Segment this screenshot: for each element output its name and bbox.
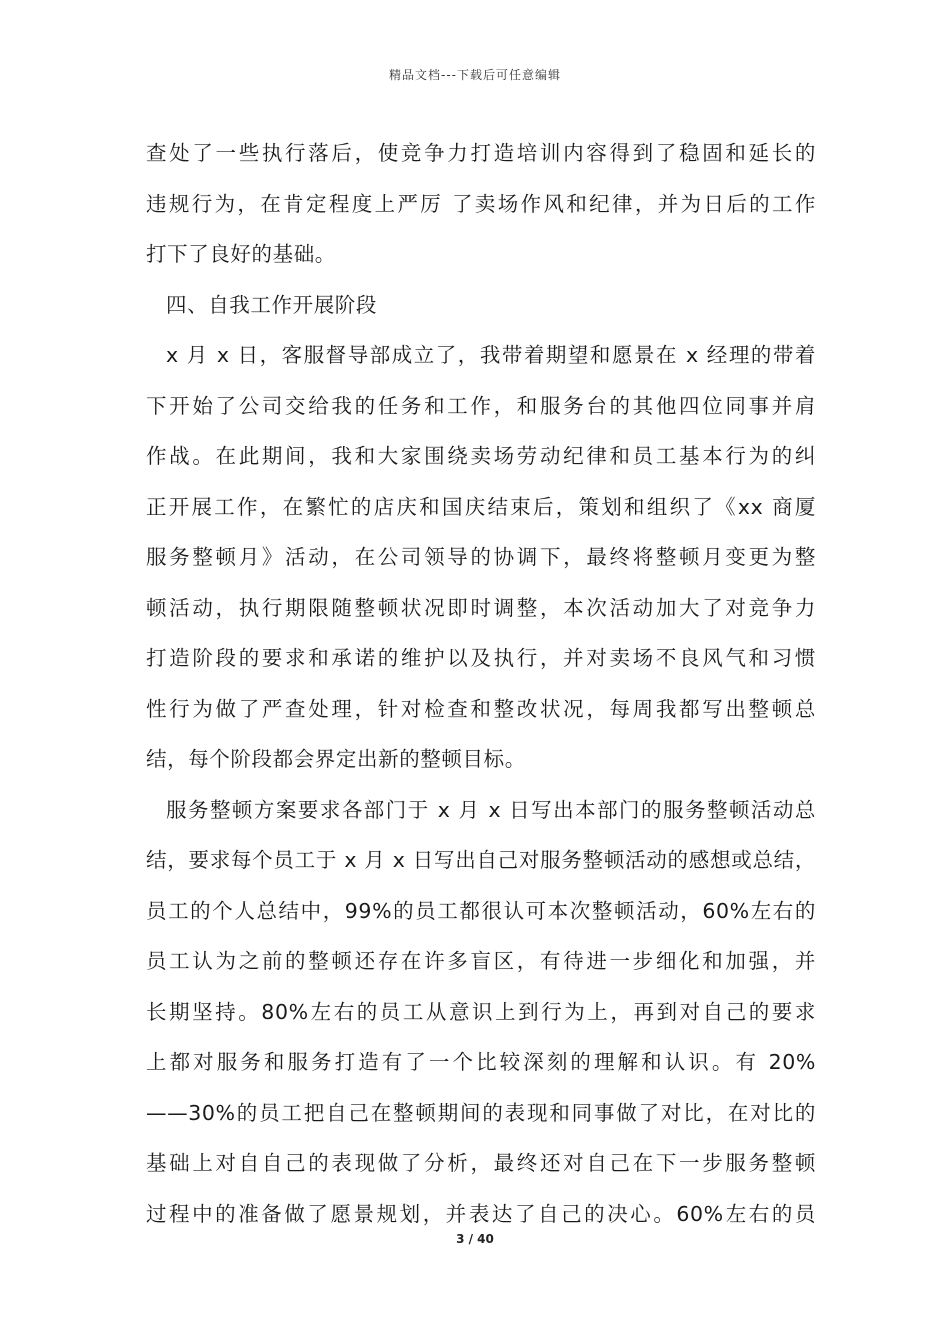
text-line: ——30%的员工把自己在整顿期间的表现和同事做了对比，在对比的 — [146, 1100, 816, 1125]
text-line: 作战。在此期间，我和大家围绕卖场劳动纪律和员工基本行为的纠 — [146, 444, 816, 468]
text-line: 查处了一些执行落后，使竞争力打造培训内容得到了稳固和延长的 — [146, 141, 816, 165]
page-header: 精品文档---下载后可任意编辑 — [389, 68, 561, 82]
page-number: 3 / 40 — [456, 1232, 494, 1246]
section-heading: 四、自我工作开展阶段 — [166, 292, 377, 317]
text-line: 基础上对自自己的表现做了分析，最终还对自己在下一步服务整顿 — [146, 1151, 816, 1175]
text-line: 过程中的准备做了愿景规划，并表达了自己的决心。60%左右的员 — [146, 1201, 816, 1226]
text-line: x 月 x 日，客服督导部成立了，我带着期望和愿景在 x 经理的带着 — [166, 343, 816, 367]
text-line: 性行为做了严查处理，针对检查和整改状况，每周我都写出整顿总 — [146, 696, 816, 721]
text-line: 员工的个人总结中，99%的员工都很认可本次整顿活动，60%左右的 — [146, 898, 816, 923]
document-body — [146, 128, 816, 1239]
text-line: 结，每个阶段都会界定出新的整顿目标。 — [146, 747, 526, 771]
text-line: 长期坚持。80%左右的员工从意识上到行为上，再到对自己的要求 — [146, 999, 816, 1024]
text-line: 打造阶段的要求和承诺的维护以及执行，并对卖场不良风气和习惯 — [146, 646, 816, 670]
text-line: 上都对服务和服务打造有了一个比较深刻的理解和认识。有 20% — [146, 1050, 816, 1074]
text-line: 员工认为之前的整顿还存在许多盲区，有待进一步细化和加强，并 — [146, 949, 816, 973]
text-line: 服务整顿方案要求各部门于 x 月 x 日写出本部门的服务整顿活动总 — [166, 797, 816, 822]
text-line: 服务整顿月》活动，在公司领导的协调下，最终将整顿月变更为整 — [146, 545, 816, 569]
text-line: 结，要求每个员工于 x 月 x 日写出自己对服务整顿活动的感想或总结， — [146, 848, 816, 872]
text-line: 顿活动，执行期限随整顿状况即时调整，本次活动加大了对竞争力 — [146, 595, 816, 620]
text-line: 下开始了公司交给我的任务和工作，和服务台的其他四位同事并肩 — [146, 393, 816, 418]
text-line: 打下了良好的基础。 — [146, 242, 336, 266]
text-line: 违规行为，在肯定程度上严厉 了卖场作风和纪律，并为日后的工作 — [146, 191, 816, 216]
text-line: 正开展工作，在繁忙的店庆和国庆结束后，策划和组织了《xx 商厦 — [146, 494, 816, 519]
